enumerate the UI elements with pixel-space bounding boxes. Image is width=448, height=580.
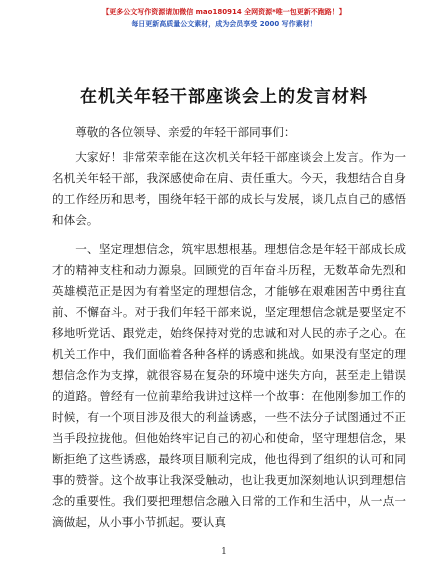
document-body	[52, 122, 406, 541]
promo-banner-line-1: 【更多公文写作资源请加微信 mao180914 全网资源*唯一包更新不跑路！】	[102, 8, 346, 16]
paragraph-section-1: 一、坚定理想信念，筑牢思想根基。理想信念是年轻干部成长成才的精神支柱和动力源泉。回顾党的百年奋斗历程，无数革命先烈和英雄模范正是因为有着坚定的理想信念，才能够在艰难困苦中勇往直前、不懈奋斗。对于我们年轻干部来说，坚定理想信念就是要坚定不移地听党话、跟党走，始终保持对党的忠诚和对人民的赤子之心。在机关工作中，我们面临着各种各样的诱惑和挑战。如果没有坚定的理想信念作为支撑，就很容易在复杂的环境中迷失方向，甚至走上错误的道路。曾经有一位前辈给我讲过这样一个故事：在他刚参加工作的时候，有一个项目涉及很大的利益诱惑，一些不法分子试图通过不正当手段拉拢他。但他始终牢记自己的初心和使命，坚守理想信念，果断拒绝了这些诱惑，最终项目顺利完成，他也得到了组织的认可和同事的赞誉。这个故事让我深受触动，也让我更加深刻地认识到理想信念的重要性。我们要把理想信念融入日常的工作和生活中，从一点一滴做起，从小事小节抓起。要认真	[52, 242, 406, 529]
greeting: 尊敬的各位领导、亲爱的年轻干部同事们：	[75, 125, 296, 139]
paragraph-intro: 大家好！非常荣幸能在这次机关年轻干部座谈会上发言。作为一名机关年轻干部，我深感使命在肩、责任重大。今天，我想结合自身的工作经历和思考，围绕年轻干部的成长与发展，谈几点自己的感悟和体会。	[52, 150, 406, 227]
promo-banner-line-2: 每日更新高质量公文素材，成为会员享受 2000 写作素材！	[131, 20, 317, 28]
promo-banner	[0, 6, 448, 30]
page-number: 1	[221, 547, 227, 557]
document-title: 在机关年轻干部座谈会上的发言材料	[80, 87, 368, 107]
